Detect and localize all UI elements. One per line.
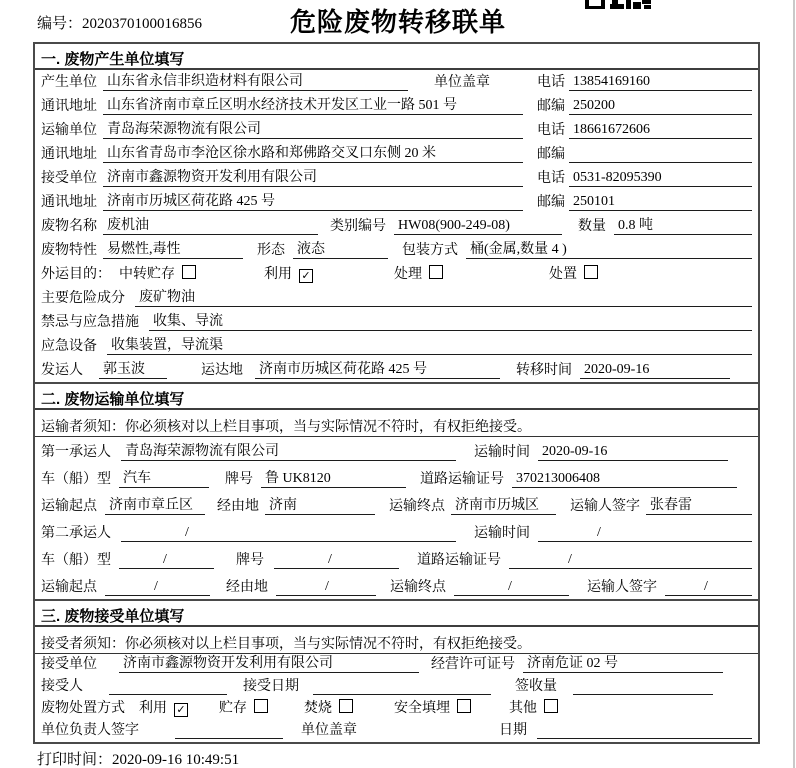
character-label: 废物特性 [41,243,97,258]
disposal-method-label: 废物处置方式 [41,701,125,716]
second-carrier-row [35,518,758,545]
transporter-row [35,118,758,142]
acceptor-label: 接受人 [41,679,83,694]
disposal-option-utilize: 利用 ✓ [139,697,219,717]
quantity-label: 数量 [578,219,606,234]
qr-code-fragment-icon [585,0,651,10]
second-route-row [35,572,758,599]
disposal-utilize-checkbox: ✓ [174,703,188,717]
license-label: 经营许可证号 [431,657,515,672]
address-label: 通讯地址 [41,195,97,210]
transporter-notice: 运输者须知：你必须核对以上栏目事项，当与实际情况不符时，有权拒绝接受。 [35,410,758,437]
waste-name-row [35,214,758,238]
zip-label: 邮编 [537,99,565,114]
section-receiver-title: 三. 废物接受单位填写 [35,601,758,627]
second-via-value: / [276,579,376,596]
accepting-unit-label: 接受单位 [41,657,97,672]
receiver-zip-value: 250101 [569,194,752,211]
producer-phone-value: 13854169160 [569,74,752,91]
transfer-purpose-row [35,262,758,286]
second-vehicle-value: / [119,552,214,569]
receiver-address-row [35,190,758,214]
address-label: 通讯地址 [41,99,97,114]
packing-label: 包装方式 [402,243,458,258]
destination-value: 济南市历城区荷花路 425 号 [255,358,500,379]
equipment-value: 收集装置，导流渠 [107,334,752,355]
unit-seal-label: 单位盖章 [301,723,357,738]
disposal-landfill-checkbox [457,699,471,713]
plate-label: 牌号 [225,472,253,487]
first-vehicle-value: 汽车 [119,467,209,488]
chief-signature-value [175,738,283,739]
first-origin-value: 济南市章丘区 [105,494,205,515]
manifest-table [33,42,760,744]
second-carrier-label: 第二承运人 [41,526,111,541]
utilize-checkbox: ✓ [299,269,313,283]
waste-name-value: 废机油 [103,214,318,235]
treat-checkbox [429,265,443,279]
received-amount-value [573,694,713,695]
vehicle-type-label: 车（船）型 [41,472,111,487]
purpose-option-utilize: 利用 ✓ [264,263,394,283]
receiver-value: 济南市鑫源物资开发利用有限公司 [103,166,523,187]
emergency-equipment-row [35,334,758,358]
via-label: 经由地 [217,499,259,514]
chief-signature-row [35,720,758,742]
transporter-phone-value: 18661672606 [569,122,752,139]
accept-date-value [313,694,491,695]
transporter-address-value: 山东省青岛市李沧区徐水路和郑佛路交叉口东侧 20 米 [103,142,523,163]
producer-address-row [35,94,758,118]
zip-label: 邮编 [537,147,565,162]
accepting-unit-value: 济南市鑫源物资开发利用有限公司 [119,652,419,673]
receiver-address-value: 济南市历城区荷花路 425 号 [103,190,523,211]
transfer-time-label: 转移时间 [516,363,572,378]
carrier-sign-label: 运输人签字 [570,499,640,514]
second-plate-value: / [274,552,399,569]
transporter-address-row [35,142,758,166]
first-plate-value: 鲁 UK8120 [261,467,406,488]
first-transport-time-value: 2020-09-16 [538,444,728,461]
purpose-label: 外运目的： [41,267,111,282]
chief-signature-label: 单位负责人签字 [41,723,139,738]
vehicle-type-label: 车（船）型 [41,553,111,568]
first-via-value: 济南 [265,494,375,515]
road-permit-label: 道路运输证号 [420,472,504,487]
first-terminus-value: 济南市历城区 [451,494,556,515]
taboo-measures-row [35,310,758,334]
print-time [37,748,239,768]
transporter-label: 运输单位 [41,123,97,138]
first-carrier-value: 青岛海荣源物流有限公司 [121,440,456,461]
dispose-checkbox [584,265,598,279]
waste-name-label: 废物名称 [41,219,97,234]
print-time-value: 2020-09-16 10:49:51 [112,752,240,768]
equipment-label: 应急设备 [41,339,97,354]
serial-value: 2020370100016856 [82,16,203,32]
road-permit-label: 道路运输证号 [417,553,501,568]
second-carrier-value: / [121,525,456,542]
accepting-unit-row [35,654,758,676]
storage-checkbox [182,265,196,279]
category-value: HW08(900-249-08) [394,218,562,235]
component-label: 主要危险成分 [41,291,125,306]
disposal-store-checkbox [254,699,268,713]
first-carrier-label: 第一承运人 [41,445,111,460]
transport-time-label: 运输时间 [474,526,530,541]
serial-label: 编号： [37,16,83,32]
quantity-value: 0.8 吨 [614,214,752,235]
zip-label: 邮编 [537,195,565,210]
print-time-label: 打印时间： [37,752,113,768]
section-transporter [35,382,758,599]
terminus-label: 运输终点 [389,499,445,514]
via-label: 经由地 [226,580,268,595]
transporter-value: 青岛海荣源物流有限公司 [103,118,523,139]
disposal-option-incinerate: 焚烧 [304,697,394,717]
acceptor-row [35,676,758,698]
origin-label: 运输起点 [41,580,97,595]
section-producer [35,44,758,382]
seal-date-label: 日期 [499,723,527,738]
disposal-method-row [35,698,758,720]
destination-label: 运达地 [201,363,243,378]
component-value: 废矿物油 [135,286,752,307]
first-carrier-sign-value: 张春雷 [646,494,752,515]
disposal-incinerate-checkbox [339,699,353,713]
first-route-row [35,491,758,518]
license-value: 济南危证 02 号 [523,652,723,673]
second-road-permit-value: / [509,552,752,569]
disposal-option-other: 其他 [509,697,558,717]
receiver-row [35,166,758,190]
hazard-component-row [35,286,758,310]
transporter-zip-value [569,162,752,163]
producer-value: 山东省永信非织造材料有限公司 [103,70,408,91]
second-carrier-sign-value: / [665,579,752,596]
section-producer-title: 一. 废物产生单位填写 [35,44,758,70]
receiver-phone-value: 0531-82095390 [569,170,752,187]
origin-label: 运输起点 [41,499,97,514]
first-carrier-row [35,437,758,464]
form-label: 形态 [257,243,285,258]
second-vehicle-row [35,545,758,572]
phone-label: 电话 [537,75,565,90]
taboo-label: 禁忌与应急措施 [41,315,139,330]
character-value: 易燃性,毒性 [103,238,243,259]
producer-zip-value: 250200 [569,98,752,115]
section-transporter-title: 二. 废物运输单位填写 [35,384,758,410]
seal-date-value [537,738,752,739]
phone-label: 电话 [537,123,565,138]
unit-seal-label: 单位盖章 [434,75,490,90]
first-road-permit-value: 370213006408 [512,471,737,488]
received-amount-label: 签收量 [515,679,557,694]
phone-label: 电话 [537,171,565,186]
purpose-option-dispose: 处置 [549,263,598,283]
category-label: 类别编号 [330,219,386,234]
form-value: 液态 [293,238,388,259]
shipper-row [35,358,758,382]
waste-character-row [35,238,758,262]
taboo-value: 收集、导流 [149,310,752,331]
second-origin-value: / [105,579,210,596]
transfer-time-value: 2020-09-16 [580,362,730,379]
shipper-value: 郭玉波 [99,358,167,379]
purpose-option-storage: 中转贮存 [119,263,264,283]
producer-label: 产生单位 [41,75,97,90]
first-vehicle-row [35,464,758,491]
address-label: 通讯地址 [41,147,97,162]
acceptor-value [109,694,227,695]
section-receiver [35,599,758,742]
receiver-notice: 接受者须知：你必须核对以上栏目事项，当与实际情况不符时，有权拒绝接受。 [35,627,758,654]
second-terminus-value: / [454,579,569,596]
page-edge-divider [793,0,795,768]
receiver-label: 接受单位 [41,171,97,186]
disposal-option-landfill: 安全填埋 [394,697,509,717]
disposal-other-checkbox [544,699,558,713]
terminus-label: 运输终点 [390,580,446,595]
shipper-label: 发运人 [41,363,83,378]
carrier-sign-label: 运输人签字 [587,580,657,595]
packing-value: 桶(金属,数量 4 ) [466,238,752,259]
plate-label: 牌号 [236,553,264,568]
transport-time-label: 运输时间 [474,445,530,460]
producer-address-value: 山东省济南市章丘区明水经济技术开发区工业一路 501 号 [103,94,523,115]
page-title: 危险废物转移联单 [289,8,506,37]
second-transport-time-value: / [538,525,752,542]
accept-date-label: 接受日期 [243,679,299,694]
disposal-option-store: 贮存 [219,697,304,717]
purpose-option-treat: 处理 [394,263,549,283]
producer-row [35,70,758,94]
